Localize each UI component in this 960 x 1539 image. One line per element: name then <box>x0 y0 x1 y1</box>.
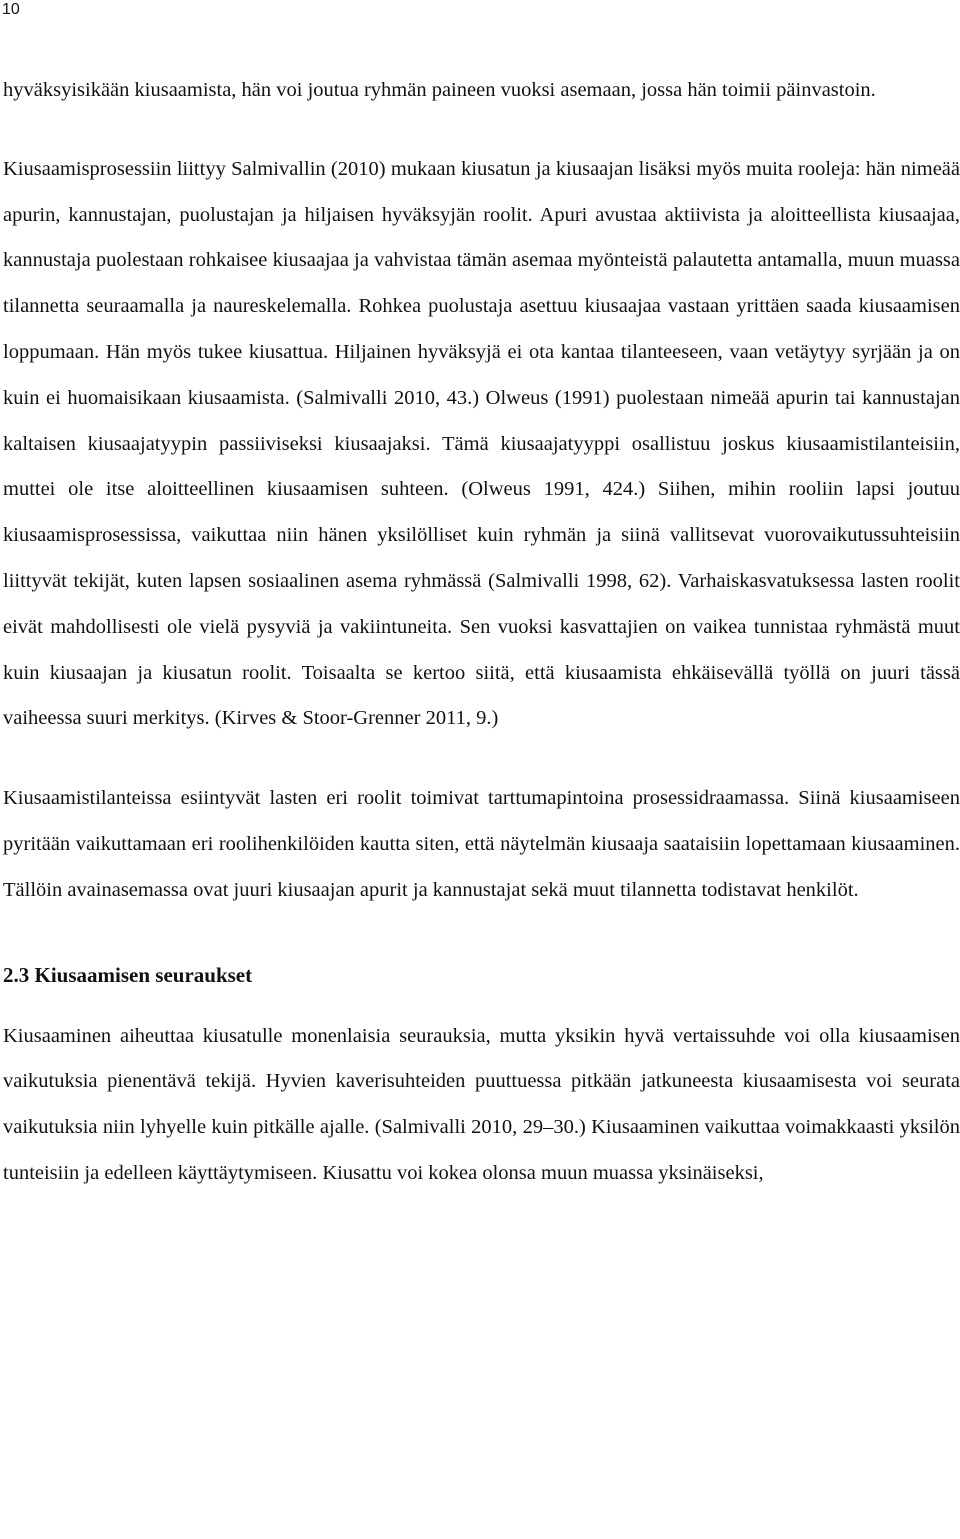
paragraph-continuation: hyväksyisikään kiusaamista, hän voi joutua ryhmän paineen vuoksi asemaan, jossa hän toimii päinvastoin. <box>3 79 876 101</box>
paragraph-process-drama: Kiusaamistilanteissa esiintyvät lasten eri roolit toimivat tarttumapintoina prosessidraamassa. Siinä kiusaamiseen pyritään vaikuttamaan eri roolihenkilöiden kautta siten, että näytelmän kiusaaja saataisiin lopettamaan kiusaaminen. Tällöin avainasemassa ovat juuri kiusaajan apurit ja kannustajat sekä muut tilannetta todistavat henkilöt. <box>3 787 960 901</box>
page-number: 10 <box>2 1 20 18</box>
document-body <box>3 68 960 1197</box>
paragraph-roles: Kiusaamisprosessiin liittyy Salmivallin (2010) mukaan kiusatun ja kiusaajan lisäksi myös muita rooleja: hän nimeää apurin, kannustajan, puolustajan ja hiljaisen hyväksyjän roolit. Apuri avustaa aktiivista ja aloitteellista kiusaajaa, kannustaja puolestaan rohkaisee kiusaajaa ja vahvistaa tämän asemaa myönteistä palautetta antamalla, muun muassa tilannetta seuraamalla ja naureskelemalla. Rohkea puolustaja asettuu kiusaajaa vastaan yrittäen saada kiusaamisen loppumaan. Hän myös tukee kiusattua. Hiljainen hyväksyjä ei ota kantaa tilanteeseen, vaan vetäytyy syrjään ja on kuin ei huomaisikaan kiusaamista. (Salmivalli 2010, 43.) Olweus (1991) puolestaan nimeää apurin tai kannustajan kaltaisen kiusaajatyypin passiiviseksi kiusaajaksi. Tämä kiusaajatyyppi osallistuu joskus kiusaamistilanteisiin, muttei ole itse aloitteellinen kiusaamisen suhteen. (Olweus 1991, 424.) Siihen, mihin rooliin lapsi joutuu kiusaamisprosessissa, vaikuttaa niin hänen yksilölliset kuin ryhmän ja siinä vallitsevat vuorovaikutussuhteisiin liittyvät tekijät, kuten lapsen sosiaalinen asema ryhmässä (Salmivalli 1998, 62). Varhaiskasvatuksessa lasten roolit eivät mahdollisesti ole vielä pysyviä ja vakiintuneita. Sen vuoksi kasvattajien on vaikea tunnistaa ryhmästä muut kuin kiusaajan ja kiusatun roolit. Toisaalta se kertoo siitä, että kiusaamista ehkäisevällä työllä on juuri tässä vaiheessa suuri merkitys. (Kirves & Stoor-Grenner 2011, 9.) <box>3 157 960 730</box>
section-heading: 2.3 Kiusaamisen seuraukset <box>3 962 253 987</box>
paragraph-consequences: Kiusaaminen aiheuttaa kiusatulle monenlaisia seurauksia, mutta yksikin hyvä vertaissuhde voi olla kiusaamisen vaikutuksia pienentävä tekijä. Hyvien kaverisuhteiden puuttuessa pitkään jatkuneesta kiusaamisesta voi seurata vaikutuksia niin lyhyelle kuin pitkälle ajalle. (Salmivalli 2010, 29–30.) Kiusaaminen vaikuttaa voimakkaasti yksilön tunteisiin ja edelleen käyttäytymiseen. Kiusattu voi kokea olonsa muun muassa yksinäiseksi, <box>3 1024 960 1184</box>
